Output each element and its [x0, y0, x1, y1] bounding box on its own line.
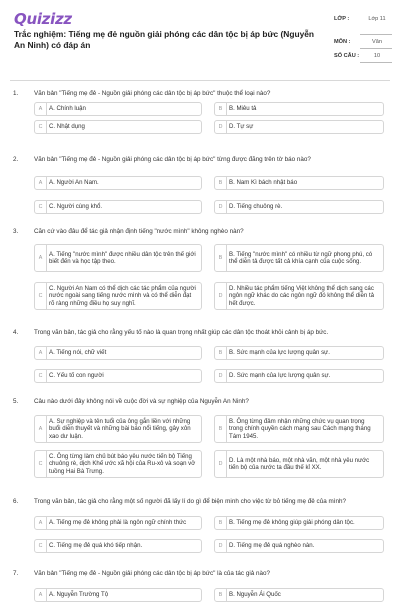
option-text: B. Tiếng "nước mình" có nhiều từ ngữ phong phú, có thể diễn tả được tất cả khía cạnh của cuộc sống. [229, 250, 373, 265]
option-text: A. Sự nghiệp và tên tuổi của ông gắn liền với những buổi diễn thuyết và những bài báo nổi tiếng, gây xôn xao dư luận. [49, 418, 191, 440]
question-text: Trong văn bản, tác giả cho rằng yếu tố nào là quan trọng nhất giúp các dân tộc thoát khỏi cảnh bị áp bức. [34, 329, 329, 336]
option-text: B. Miêu tả [229, 105, 257, 113]
option-a[interactable] [34, 415, 202, 443]
option-text: D. Tự sự [229, 123, 254, 131]
option-letter: D [215, 451, 227, 477]
option-letter: D [215, 540, 227, 552]
option-a[interactable] [34, 516, 202, 530]
option-a[interactable] [34, 102, 202, 116]
option-letter: B [215, 103, 227, 115]
option-a[interactable] [34, 176, 202, 190]
question-text: Căn cứ vào đâu để tác giả nhận định tiếng "nước mình" không nghèo nàn? [34, 228, 244, 235]
meta-subject-line [360, 48, 392, 49]
question-text: Văn bản "Tiếng mẹ đẻ - Nguồn giải phóng các dân tộc bị áp bức" thuộc thể loại nào? [34, 90, 271, 97]
option-d[interactable] [214, 200, 384, 214]
option-letter: C [35, 201, 47, 213]
option-text: C. Yếu tố con người [49, 372, 104, 380]
option-text: B. Sức mạnh của lực lượng quân sự. [229, 349, 330, 357]
question-number: 5. [13, 398, 19, 405]
option-letter: C [35, 283, 47, 309]
option-b[interactable] [214, 415, 384, 443]
option-d[interactable] [214, 539, 384, 553]
option-c[interactable] [34, 200, 202, 214]
question-text: Văn bản "Tiếng mẹ đẻ - Nguồn giải phóng các dân tộc bị áp bức" là của tác giả nào? [34, 570, 270, 577]
option-text: D. Nhiều tác phẩm tiếng Việt không thể dịch sang các ngôn ngữ khác do các ngôn ngữ đó không thể diễn tả hết được. [229, 285, 375, 307]
option-letter: A [35, 416, 47, 442]
option-letter: B [215, 416, 227, 442]
meta-class-value: Lớp 11 [368, 16, 386, 22]
meta-subject-value: Văn [372, 39, 382, 45]
option-text: A. Người An Nam. [49, 179, 99, 187]
option-b[interactable] [214, 346, 384, 360]
option-b[interactable] [214, 102, 384, 116]
option-c[interactable] [34, 450, 202, 478]
option-text: A. Tiếng "nước mình" được nhiều dân tộc trên thế giới biết đến và học tập theo. [49, 250, 196, 265]
option-text: A. Nguyễn Trường Tộ [49, 591, 109, 599]
option-text: C. Người cùng khổ. [49, 203, 103, 211]
worksheet-header [0, 0, 400, 80]
option-letter: A [35, 103, 47, 115]
question-number: 3. [13, 228, 19, 235]
meta-subject [334, 37, 392, 51]
option-text: A. Tiếng mẹ đẻ không phải là ngôn ngữ chính thức [49, 519, 187, 527]
option-letter: B [215, 177, 227, 189]
option-b[interactable] [214, 176, 384, 190]
option-text: C. Nhật dụng [49, 123, 85, 131]
option-text: D. Sức mạnh của lực lượng quân sự. [229, 372, 331, 380]
option-c[interactable] [34, 539, 202, 553]
question-text: Trong văn bản, tác giả cho rằng một số người đã lấy lí do gì để biện minh cho việc từ bỏ tiếng mẹ đẻ của mình? [34, 498, 346, 505]
option-letter: B [215, 517, 227, 529]
question-text: Câu nào dưới đây không nói về cuộc đời và sự nghiệp của Nguyễn An Ninh? [34, 398, 249, 405]
meta-count-line [360, 62, 392, 63]
option-letter: C [35, 370, 47, 382]
question-text: Văn bản "Tiếng mẹ đẻ - Nguồn giải phóng các dân tộc bị áp bức" từng được đăng trên tờ báo nào? [34, 156, 311, 163]
option-d[interactable] [214, 282, 384, 310]
meta-class-label: LỚP : [334, 16, 350, 22]
meta-count-value: 10 [373, 53, 381, 59]
option-letter: B [215, 589, 227, 601]
option-text: C. Tiếng mẹ đẻ quá khó tiếp nhận. [49, 542, 143, 550]
worksheet-title: Trắc nghiệm: Tiếng mẹ đẻ nguồn giải phóng các dân tộc bị áp bức (Nguyễn An Ninh) có đáp án [14, 29, 314, 50]
option-b[interactable] [214, 244, 384, 272]
option-letter: A [35, 589, 47, 601]
worksheet-meta [334, 14, 392, 65]
option-letter: D [215, 370, 227, 382]
quizizz-logo: Quizizz [14, 10, 72, 28]
option-text: C. Người An Nam có thể dịch các tác phẩm của người nước ngoài sang tiếng nước mình và có thể diễn đạt rõ ràng những điều họ suy nghĩ. [49, 285, 196, 307]
option-letter: D [215, 201, 227, 213]
option-letter: B [215, 245, 227, 271]
meta-class-line [360, 34, 392, 35]
option-letter: C [35, 451, 47, 477]
option-letter: A [35, 177, 47, 189]
question-number: 7. [13, 570, 19, 577]
option-text: A. Chính luận [49, 105, 86, 113]
option-d[interactable] [214, 450, 384, 478]
option-a[interactable] [34, 244, 202, 272]
option-c[interactable] [34, 282, 202, 310]
option-letter: C [35, 540, 47, 552]
option-c[interactable] [34, 120, 202, 134]
question-number: 4. [13, 329, 19, 336]
option-b[interactable] [214, 516, 384, 530]
option-text: B. Nam Kì bách nhật báo [229, 179, 298, 187]
option-d[interactable] [214, 120, 384, 134]
meta-class [334, 14, 392, 37]
header-divider [10, 80, 390, 81]
option-letter: C [35, 121, 47, 133]
option-text: B. Ông từng đảm nhận những chức vụ quan trọng trong chính quyền cách mạng sau Cách mạng tháng Tám 1945. [229, 418, 371, 440]
option-letter: A [35, 347, 47, 359]
option-text: D. Là một nhà báo, một nhà văn, một nhà yêu nước tiến bộ của nước ta đầu thế kỉ XX. [229, 456, 370, 471]
option-text: B. Tiếng mẹ đẻ không giúp giải phóng dân tộc. [229, 519, 355, 527]
option-a[interactable] [34, 346, 202, 360]
option-text: A. Tiếng nói, chữ viết [49, 349, 107, 357]
question-number: 1. [13, 90, 19, 97]
option-text: D. Tiếng chuông rè. [229, 203, 283, 211]
meta-count-label: SỐ CÂU : [334, 53, 360, 59]
option-text: D. Tiếng mẹ đẻ quá nghèo nàn. [229, 542, 315, 550]
option-letter: D [215, 121, 227, 133]
meta-count [334, 51, 392, 65]
question-number: 6. [13, 498, 19, 505]
option-letter: A [35, 517, 47, 529]
meta-subject-label: MÔN : [334, 39, 351, 45]
option-d[interactable] [214, 369, 384, 383]
option-c[interactable] [34, 369, 202, 383]
option-letter: D [215, 283, 227, 309]
option-text: B. Nguyễn Ái Quốc [229, 591, 281, 599]
option-letter: A [35, 245, 47, 271]
option-text: C. Ông từng làm chủ bút báo yêu nước tiến bộ Tiếng chuông rè, dịch Khế ước xã hội của Ru-xô và soạn vở tuồng Hai Bà Trưng. [49, 453, 196, 475]
question-number: 2. [13, 156, 19, 163]
option-letter: B [215, 347, 227, 359]
